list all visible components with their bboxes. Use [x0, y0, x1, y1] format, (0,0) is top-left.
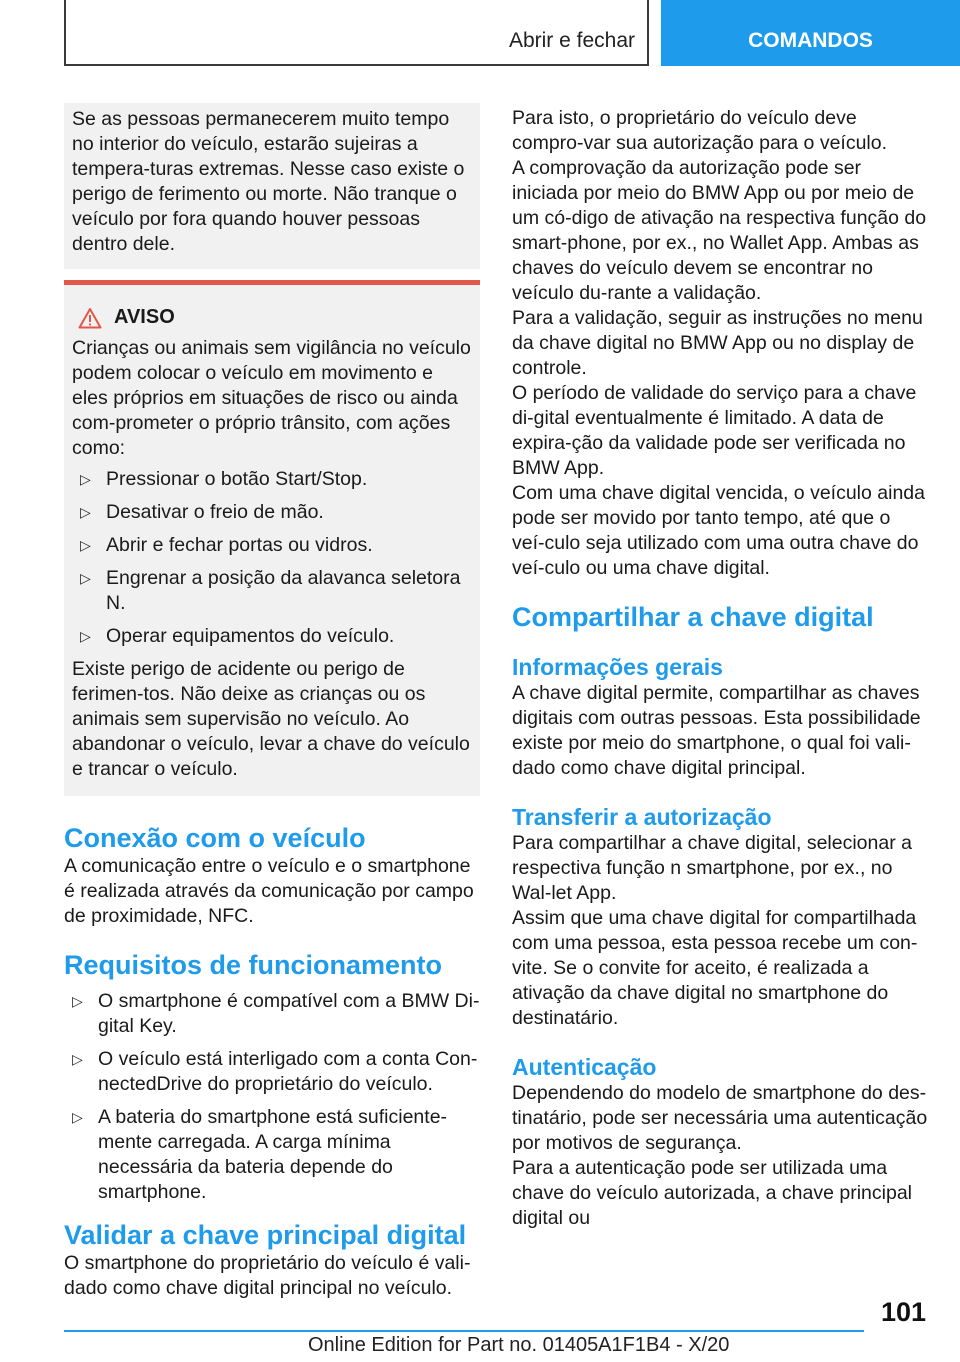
paragraph: Assim que uma chave digital for compartilhada com uma pessoa, esta pessoa recebe um con-vite. Se o convite for aceito, é realizada a ativação da chave digital no smartphone do destinatário.: [512, 907, 918, 1029]
header-right-rule: [647, 0, 649, 66]
warning-outro: Existe perigo de acidente ou perigo de ferimen-tos. Não deixe as crianças ou os animais sem supervisão no veículo. Ao abandonar o veículo, levar a chave do veículo e trancar o veículo.: [72, 658, 470, 780]
triangle-bullet-icon: ▷: [72, 1109, 83, 1125]
warning-list: [72, 467, 472, 649]
list-item: ▷ Desativar o freio de mão.: [80, 501, 324, 523]
paragraph: Para compartilhar a chave digital, selecionar a respectiva função n smartphone, por ex., no Wal-let App.: [512, 832, 912, 904]
triangle-bullet-icon: ▷: [80, 504, 91, 520]
paragraph: Para a autenticação pode ser utilizada uma chave do veículo autorizada, a chave principal digital ou: [512, 1157, 912, 1229]
heading-validar: Validar a chave principal digital: [64, 1220, 467, 1250]
requisitos-list: [64, 989, 480, 1205]
triangle-bullet-icon: ▷: [80, 628, 91, 644]
heading-autenticacao: Autenticação: [512, 1054, 657, 1080]
list-item: ▷ A bateria do smartphone está suficiente-mente carregada. A carga mínima necessária da bateria depende do smartphone.: [72, 1106, 448, 1203]
triangle-bullet-icon: ▷: [72, 1051, 83, 1067]
warning-intro: Crianças ou animais sem vigilância no veículo podem colocar o veículo em movimento e eles próprios em situações de risco ou ainda com-prometer o próprio trânsito, com ações como:: [72, 337, 471, 459]
heading-transferir: Transferir a autorização: [512, 804, 772, 830]
footer-rule: [64, 1330, 864, 1332]
paragraph: Com uma chave digital vencida, o veículo ainda pode ser movido por tanto tempo, até que o veí-culo seja utilizado com uma outra chave do veí-culo ou uma chave digital.: [512, 482, 925, 579]
header-chapter-tab: COMANDOS: [661, 0, 960, 66]
heading-conexao: Conexão com o veículo: [64, 823, 366, 853]
paragraph: A comprovação da autorização pode ser iniciada por meio do BMW App ou por meio de um có-digo de ativação na respectiva função do smart-phone, por ex., no Wallet App. Ambas as chaves do veículo devem se encontrar no veículo du-rante a validação.: [512, 157, 927, 304]
footer-edition: Online Edition for Part no. 01405A1F1B4 - X/20: [308, 1334, 730, 1356]
paragraph: O período de validade do serviço para a chave di-gital eventualmente é limitado. A data de expira-ção da validade pode ser verificada no BMW App.: [512, 382, 917, 479]
header-bottom-rule: [64, 64, 648, 66]
heading-compartilhar: Compartilhar a chave digital: [512, 602, 874, 632]
paragraph: Dependendo do modelo de smartphone do des-tinatário, pode ser necessária uma autenticação por motivos de segurança.: [512, 1082, 928, 1154]
list-item: ▷ O smartphone é compatível com a BMW Di-gital Key.: [72, 990, 480, 1037]
warning-title-text: AVISO: [114, 306, 175, 328]
validar-text: O smartphone do proprietário do veículo é vali-dado como chave digital principal no veículo.: [64, 1252, 471, 1299]
paragraph: A chave digital permite, compartilhar as chaves digitais com outras pessoas. Esta possibilidade existe por meio do smartphone, o qual foi vali-dado como chave digital principal.: [512, 682, 921, 779]
conexao-text: A comunicação entre o veículo e o smartphone é realizada através da comunicação por campo de proximidade, NFC.: [64, 855, 474, 927]
heading-informacoes: Informações gerais: [512, 654, 723, 680]
right-column: [512, 106, 928, 1231]
header-left-rule: [64, 0, 66, 66]
triangle-bullet-icon: ▷: [80, 471, 91, 487]
list-item: ▷ Operar equipamentos do veículo.: [80, 625, 395, 647]
list-item: ▷ Pressionar o botão Start/Stop.: [80, 468, 368, 490]
paragraph: Para isto, o proprietário do veículo deve compro-var sua autorização para o veículo.: [512, 107, 888, 154]
list-item: ▷ O veículo está interligado com a conta Con-nectedDrive do proprietário do veículo.: [72, 1048, 478, 1095]
triangle-bullet-icon: ▷: [80, 537, 91, 553]
warning-box: [64, 280, 480, 796]
list-item: ▷ Abrir e fechar portas ou vidros.: [80, 534, 373, 556]
note-box: [64, 103, 480, 269]
list-item: ▷ Engrenar a posição da alavanca seletora N.: [80, 567, 461, 614]
triangle-bullet-icon: ▷: [72, 993, 83, 1009]
note-text: Se as pessoas permanecerem muito tempo no interior do veículo, estarão sujeiras a tempera-turas extremas. Nesse caso existe o perigo de ferimento ou morte. Não tranque o veículo por fora quando houver pessoas dentro dele.: [72, 108, 465, 255]
warning-title: [72, 305, 472, 330]
heading-requisitos: Requisitos de funcionamento: [64, 950, 443, 980]
triangle-bullet-icon: ▷: [80, 570, 91, 586]
header-section-title: Abrir e fechar: [508, 29, 635, 52]
paragraph: Para a validação, seguir as instruções no menu da chave digital no BMW App ou no display de controle.: [512, 307, 923, 379]
warning-triangle-icon: [78, 307, 102, 329]
page-number: 101: [880, 1297, 926, 1327]
left-column: [64, 103, 480, 1301]
